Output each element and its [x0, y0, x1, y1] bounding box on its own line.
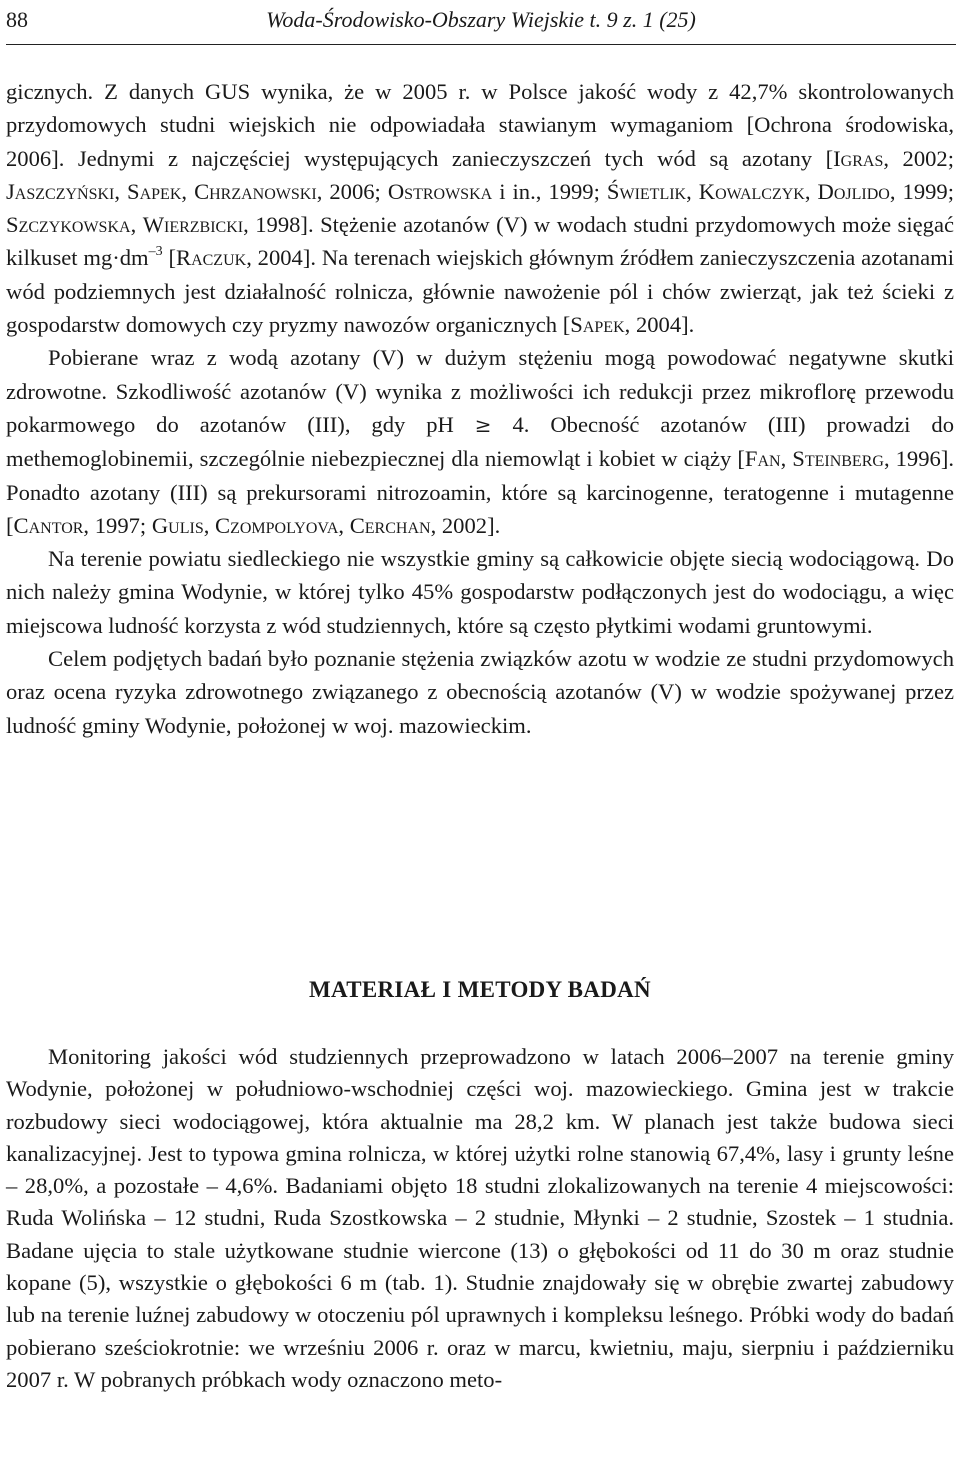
section-heading: MATERIAŁ I METODY BADAŃ — [309, 977, 651, 1002]
citation-author: Gulis — [151, 512, 204, 538]
paragraph-4: Celem podjętych badań było poznanie stężenia związków azotu w wodzie ze studni przydomowych oraz ocena ryzyka zdrowotnego związanego z obecnością azotanów (V) w wodzie spożywanej przez ludność gminy Wodynie, położonej w woj. mazowieckim. — [6, 646, 954, 738]
citation-author: Chrzanowski — [194, 178, 317, 204]
text-run: Stężenie azotanów (V) w wodach studni przydomowych może sięgać kilkuset mg·dm — [6, 212, 955, 271]
text-run: , 2004]. — [624, 312, 695, 338]
text-run: i in. — [492, 178, 536, 204]
text-run: , — [780, 446, 793, 472]
text-run: , — [181, 178, 195, 204]
text-run: , — [114, 178, 128, 204]
text-run: , 2006; — [316, 178, 388, 204]
text-run: , — [130, 212, 143, 238]
header-rule — [6, 44, 956, 45]
running-head — [6, 6, 956, 40]
text-run: , 1999; — [889, 178, 954, 204]
text-run: Na terenach wiejskich głównym źródłem zanieczyszczenia azotanami wód podziemnych jest działalność rolnicza, głównie nawożenie pól i chów zwierząt, jak też ścieki z gospodarstw domowych czy pryzmy nawozów organicznych [ — [6, 245, 954, 338]
text-run: , 2002; — [883, 145, 954, 171]
text-run: , 2002]. — [430, 512, 501, 538]
intro-text — [6, 75, 954, 742]
paragraph-2 — [6, 341, 954, 542]
citation-author: Ostrowska — [387, 178, 493, 204]
citation-author: Fan — [744, 446, 781, 472]
text-run: , 1996]. Ponadto azotany (III) są prekursorami nitrozoamin, które są karcinogenne, teratogenne i mutagenne [ — [6, 446, 954, 538]
superscript-exponent: –3 — [148, 244, 163, 260]
citation-author: Kowalczyk — [698, 178, 805, 204]
text-run: , 1999; — [535, 178, 607, 204]
text-run: [ — [162, 245, 176, 271]
text-run: gicznych. Z danych GUS wynika, że w 2005 r. w Polsce jakość wody z 42,7% skontrolowanych przydomowych studni wiejskich nie odpowiadała stawianym wymaganiom [Ochrona środowiska, 2006]. — [6, 79, 954, 171]
methods-text — [6, 1041, 954, 1396]
citation-author: Raczuk — [176, 245, 247, 271]
citation-author: Igras — [833, 145, 884, 171]
citation-author: Cerchan — [349, 512, 431, 538]
citation-author: Szczykowska — [6, 212, 131, 238]
greater-equal-symbol: ≥ — [474, 412, 492, 437]
paragraph-methods: Monitoring jakości wód studziennych przeprowadzono w latach 2006–2007 na terenie gminy Wodynie, położonej w południowo-wschodniej części woj. mazowieckiego. Gmina jest w trakcie rozbudowy sieci wodociągowej, która aktualnie ma 28,2 km. W planach jest także budowa sieci kanalizacyjnej. Jest to typowa gmina rolnicza, w której użytki rolne stanowią 67,4%, lasy i grunty leśne – 28,0%, a pozostałe – 4,6%. Badaniami objęto 18 studni zlokalizowanych na terenie 4 miejscowości: Ruda Wolińska – 12 studni, Ruda Szostkowska – 2 studnie, Młynki – 2 studnie, Szostek – 1 studnia. Badane ujęcia to stale użytkowane studnie wiercone (13) o głębokości od 11 do 30 m oraz studnie kopane (5), wszystkie o głębokości 6 m (tab. 1). Studnie znajdowały się w obrębie zwartej zabudowy lub na terenie luźnej zabudowy w otoczeniu pól uprawnych i kompleksu leśnego. Próbki wody do badań pobierano sześciokrotnie: we wrześniu 2006 r. oraz w marcu, kwietniu, maju, sierpniu i październiku 2007 r. W pobranych próbkach wody oznaczono meto- — [6, 1044, 954, 1392]
page-number: 88 — [6, 7, 28, 32]
text-run: , — [804, 178, 818, 204]
citation-author: Cantor — [13, 512, 84, 538]
text-run: , — [686, 178, 699, 204]
paragraph-1 — [6, 75, 954, 341]
text-run: Jednymi z najczęściej występujących zanieczyszczeń tych wód są azotany [ — [77, 145, 834, 171]
text-run: , 2004]. — [246, 245, 322, 271]
citation-author: Sapek — [570, 312, 625, 338]
citation-author: Jaszczyński — [6, 178, 115, 204]
paragraph-3: Na terenie powiatu siedleckiego nie wszystkie gminy są całkowicie objęte siecią wodociągową. Do nich należy gmina Wodynie, w której tylko 45% gospodarstw podłączonych jest do wodociągu, a więc miejscowa ludność korzysta z wód studziennych, które są często płytkimi wodami gruntowymi. — [6, 546, 954, 638]
text-run: , 1998]. — [243, 212, 321, 238]
text-run: 4. Obecność azotanów (III) prowadzi do methemoglobinemii, szczególnie niebezpiecznej dla niemowląt i kobiet w ciąży [ — [6, 411, 954, 472]
citation-author: Dojlido — [817, 178, 890, 204]
citation-author: Sapek — [127, 178, 182, 204]
citation-author: Czompolyova — [215, 512, 339, 538]
citation-author: Świetlik — [606, 178, 687, 204]
text-run: , 1997; — [83, 512, 152, 538]
text-run: Pobierane wraz z wodą azotany (V) w dużym stężeniu mogą powodować negatywne skutki zdrowotne. Szkodliwość azotanów (V) wynika z możliwości ich redukcji przez mikroflorę przewodu pokarmowego do azotanów (III), gdy pH — [6, 345, 954, 437]
text-run: , — [338, 512, 350, 538]
text-run: , — [203, 512, 216, 538]
citation-author: Wierzbicki — [142, 212, 244, 238]
journal-title: Woda-Środowisko-Obszary Wiejskie t. 9 z. 1 (25) — [266, 7, 696, 32]
citation-author: Steinberg — [792, 446, 884, 472]
